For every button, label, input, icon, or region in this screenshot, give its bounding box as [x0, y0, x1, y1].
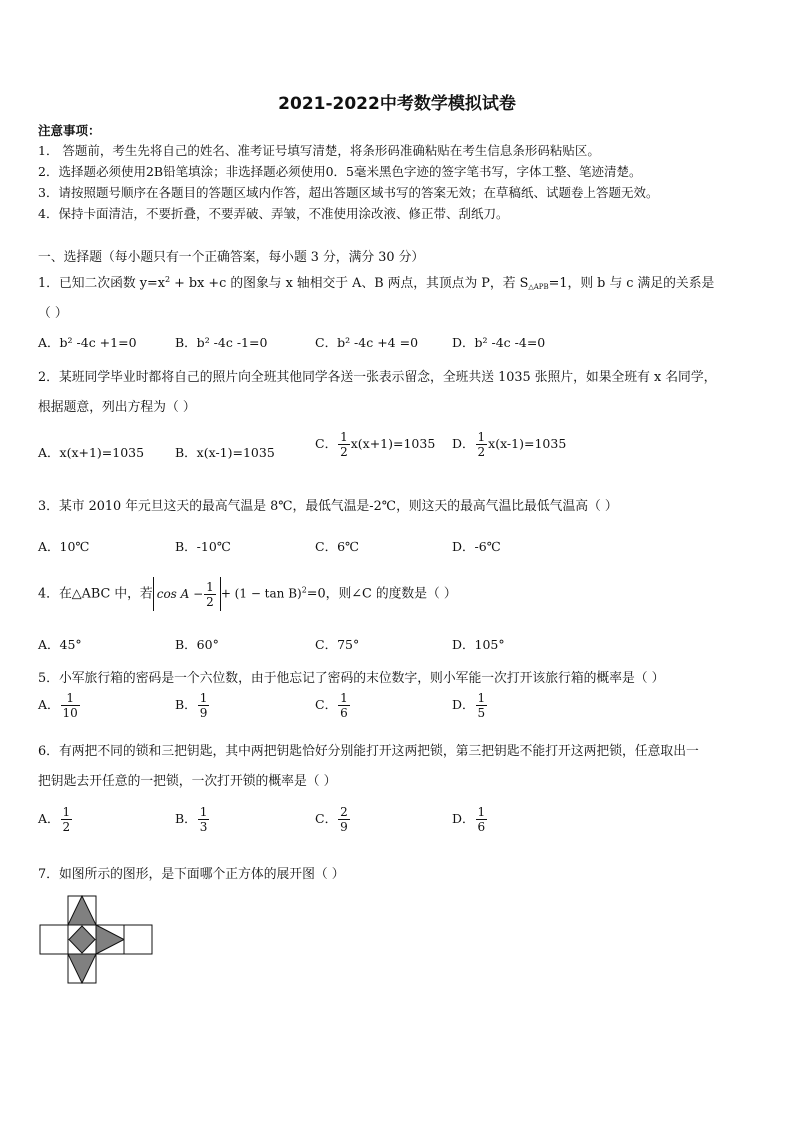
q6-option-d — [452, 806, 488, 833]
fraction-denominator: 3 — [199, 820, 208, 834]
q4-tan-term: + (1 − tan B) — [220, 586, 302, 601]
q5-option-c — [315, 692, 351, 719]
q4-text-pre: 4．在△ABC 中，若 — [38, 586, 153, 602]
net-face-left — [40, 925, 68, 954]
fraction-denominator: 9 — [340, 820, 348, 834]
q4-option-d: D．105° — [452, 637, 505, 652]
question-4 — [38, 577, 457, 611]
question-7: 7．如图所示的图形，是下面哪个正方体的展开图（ ） — [38, 867, 345, 882]
notes-heading: 注意事项： — [38, 123, 101, 138]
q5-option-d — [452, 692, 488, 719]
page-title: 2021-2022中考数学模拟试卷 — [278, 94, 516, 114]
option-label: D． — [452, 697, 475, 712]
fraction-numerator: 1 — [340, 430, 348, 444]
fraction-denominator: 5 — [477, 706, 486, 720]
q6-option-b — [175, 806, 210, 833]
fraction-numerator: 1 — [199, 805, 208, 819]
q1-option-c: C．b² -4c +4 =0 — [315, 335, 419, 350]
q4-exponent: 2 — [301, 585, 307, 595]
option-label: B． — [175, 697, 197, 712]
q6-line-1: 6．有两把不同的锁和三把钥匙，其中两把钥匙恰好分别能打开这两把锁，第三把钥匙不能打开这两把锁，任意取出一 — [38, 744, 699, 759]
q4-fraction — [204, 581, 216, 608]
q2-option-c-expr: x(x+1)=1035 — [350, 436, 436, 451]
fraction-numerator: 1 — [199, 691, 208, 705]
q3-option-a: A．10℃ — [38, 539, 90, 554]
q4-absolute-value — [153, 577, 221, 611]
q4-text-post: =0，则∠C 的度数是（ ） — [306, 586, 457, 602]
q4-option-c: C．75° — [315, 637, 360, 652]
fraction-denominator: 6 — [477, 820, 486, 834]
q1-exponent: 2 — [164, 275, 171, 284]
option-label: A． — [38, 811, 60, 826]
q2-option-d-label: D． — [452, 436, 475, 451]
q5-option-b — [175, 692, 210, 719]
note-item-4: 4．保持卡面清洁，不要折叠，不要弄破、弄皱，不准使用涂改液、修正带、刮纸刀。 — [38, 206, 509, 221]
question-5: 5．小军旅行箱的密码是一个六位数，由于他忘记了密码的末位数字，则小军能一次打开该旅行箱的概率是（ ） — [38, 671, 665, 686]
q1-text-post: =1，则 b 与 c 满足的关系是 — [548, 276, 715, 291]
q5-option-a — [38, 692, 81, 719]
q2-option-b: B．x(x-1)=1035 — [175, 445, 275, 460]
option-label: A． — [38, 697, 60, 712]
q4-option-a: A．45° — [38, 637, 82, 652]
q3-option-d: D．-6℃ — [452, 539, 501, 554]
fraction-numerator: 1 — [62, 805, 71, 819]
q1-option-b: B．b² -4c -1=0 — [175, 335, 268, 350]
q1-answer-paren: （ ） — [38, 306, 68, 321]
fraction-numerator: 1 — [477, 691, 486, 705]
q2-option-c-label: C． — [315, 436, 338, 451]
q1-text-mid: + bx +c 的图象与 x 轴相交于 A、B 两点，其顶点为 P，若 S — [170, 276, 529, 291]
question-1 — [38, 272, 714, 291]
option-label: D． — [452, 811, 475, 826]
q2-option-a: A．x(x+1)=1035 — [38, 445, 145, 460]
fraction-denominator: 10 — [62, 706, 78, 720]
q2-option-d — [452, 431, 566, 458]
option-label: C． — [315, 811, 338, 826]
note-item-3: 3．请按照题号顺序在各题目的答题区域内作答，超出答题区域书写的答案无效；在草稿纸、试题卷上答题无效。 — [38, 185, 659, 200]
option-label: B． — [175, 811, 197, 826]
q6-option-c — [315, 806, 351, 833]
q2-option-c — [315, 431, 435, 458]
net-face-far-right — [124, 925, 152, 954]
fraction-denominator: 6 — [340, 706, 348, 720]
q5-option-c-fraction — [338, 692, 350, 719]
q2-line-2: 根据题意，列出方程为（ ） — [38, 400, 196, 415]
fraction-numerator: 1 — [66, 691, 74, 705]
fraction-denominator: 2 — [477, 445, 486, 459]
question-3: 3．某市 2010 年元旦这天的最高气温是 8℃，最低气温是-2℃，则这天的最高气温比最低气温高（ ） — [38, 499, 618, 514]
option-label: C． — [315, 697, 338, 712]
q2-line-1: 2．某班同学毕业时都将自己的照片向全班其他同学各送一张表示留念，全班共送 1035 张照片，如果全班有 x 名同学， — [38, 370, 717, 385]
q2-option-d-expr: x(x-1)=1035 — [488, 436, 567, 451]
fraction-numerator: 1 — [477, 430, 486, 444]
fraction-numerator: 1 — [340, 691, 348, 705]
fraction-denominator: 2 — [340, 445, 348, 459]
q4-cos: cos A − — [156, 587, 204, 601]
fraction-numerator: 2 — [340, 805, 348, 819]
fraction-denominator: 2 — [62, 820, 71, 834]
q1-option-a: A．b² -4c +1=0 — [38, 335, 137, 350]
q5-option-a-fraction — [61, 692, 80, 719]
fraction-denominator: 2 — [206, 594, 214, 609]
section-heading: 一、选择题（每小题只有一个正确答案，每小题 3 分，满分 30 分） — [38, 250, 425, 265]
q3-option-c: C．6℃ — [315, 539, 360, 554]
q6-option-b-fraction — [198, 806, 210, 833]
q3-option-b: B．-10℃ — [175, 539, 231, 554]
q6-option-a — [38, 806, 73, 833]
cube-net-figure — [38, 893, 158, 985]
fraction-numerator: 1 — [477, 805, 486, 819]
q6-line-2: 把钥匙去开任意的一把锁，一次打开锁的概率是（ ） — [38, 774, 337, 789]
fraction-denominator: 9 — [199, 706, 208, 720]
q6-option-c-fraction — [338, 806, 350, 833]
q6-option-a-fraction — [61, 806, 73, 833]
q1-option-d: D．b² -4c -4=0 — [452, 335, 546, 350]
q2-option-d-fraction — [476, 431, 488, 458]
note-item-2: 2．选择题必须使用2B铅笔填涂；非选择题必须使用0．5毫米黑色字迹的签字笔书写，字体工整、笔迹清楚。 — [38, 164, 642, 179]
q5-option-b-fraction — [198, 692, 210, 719]
q1-subscript: △APB — [528, 283, 549, 291]
note-item-1: 1． 答题前，考生先将自己的姓名、准考证号填写清楚，将条形码准确粘贴在考生信息条形码粘贴区。 — [38, 143, 600, 158]
q2-option-c-fraction — [338, 431, 350, 458]
q5-option-d-fraction — [476, 692, 488, 719]
q1-text-pre: 1．已知二次函数 y=x — [38, 276, 165, 291]
q6-option-d-fraction — [476, 806, 488, 833]
fraction-numerator: 1 — [206, 579, 214, 594]
q4-option-b: B．60° — [175, 637, 219, 652]
